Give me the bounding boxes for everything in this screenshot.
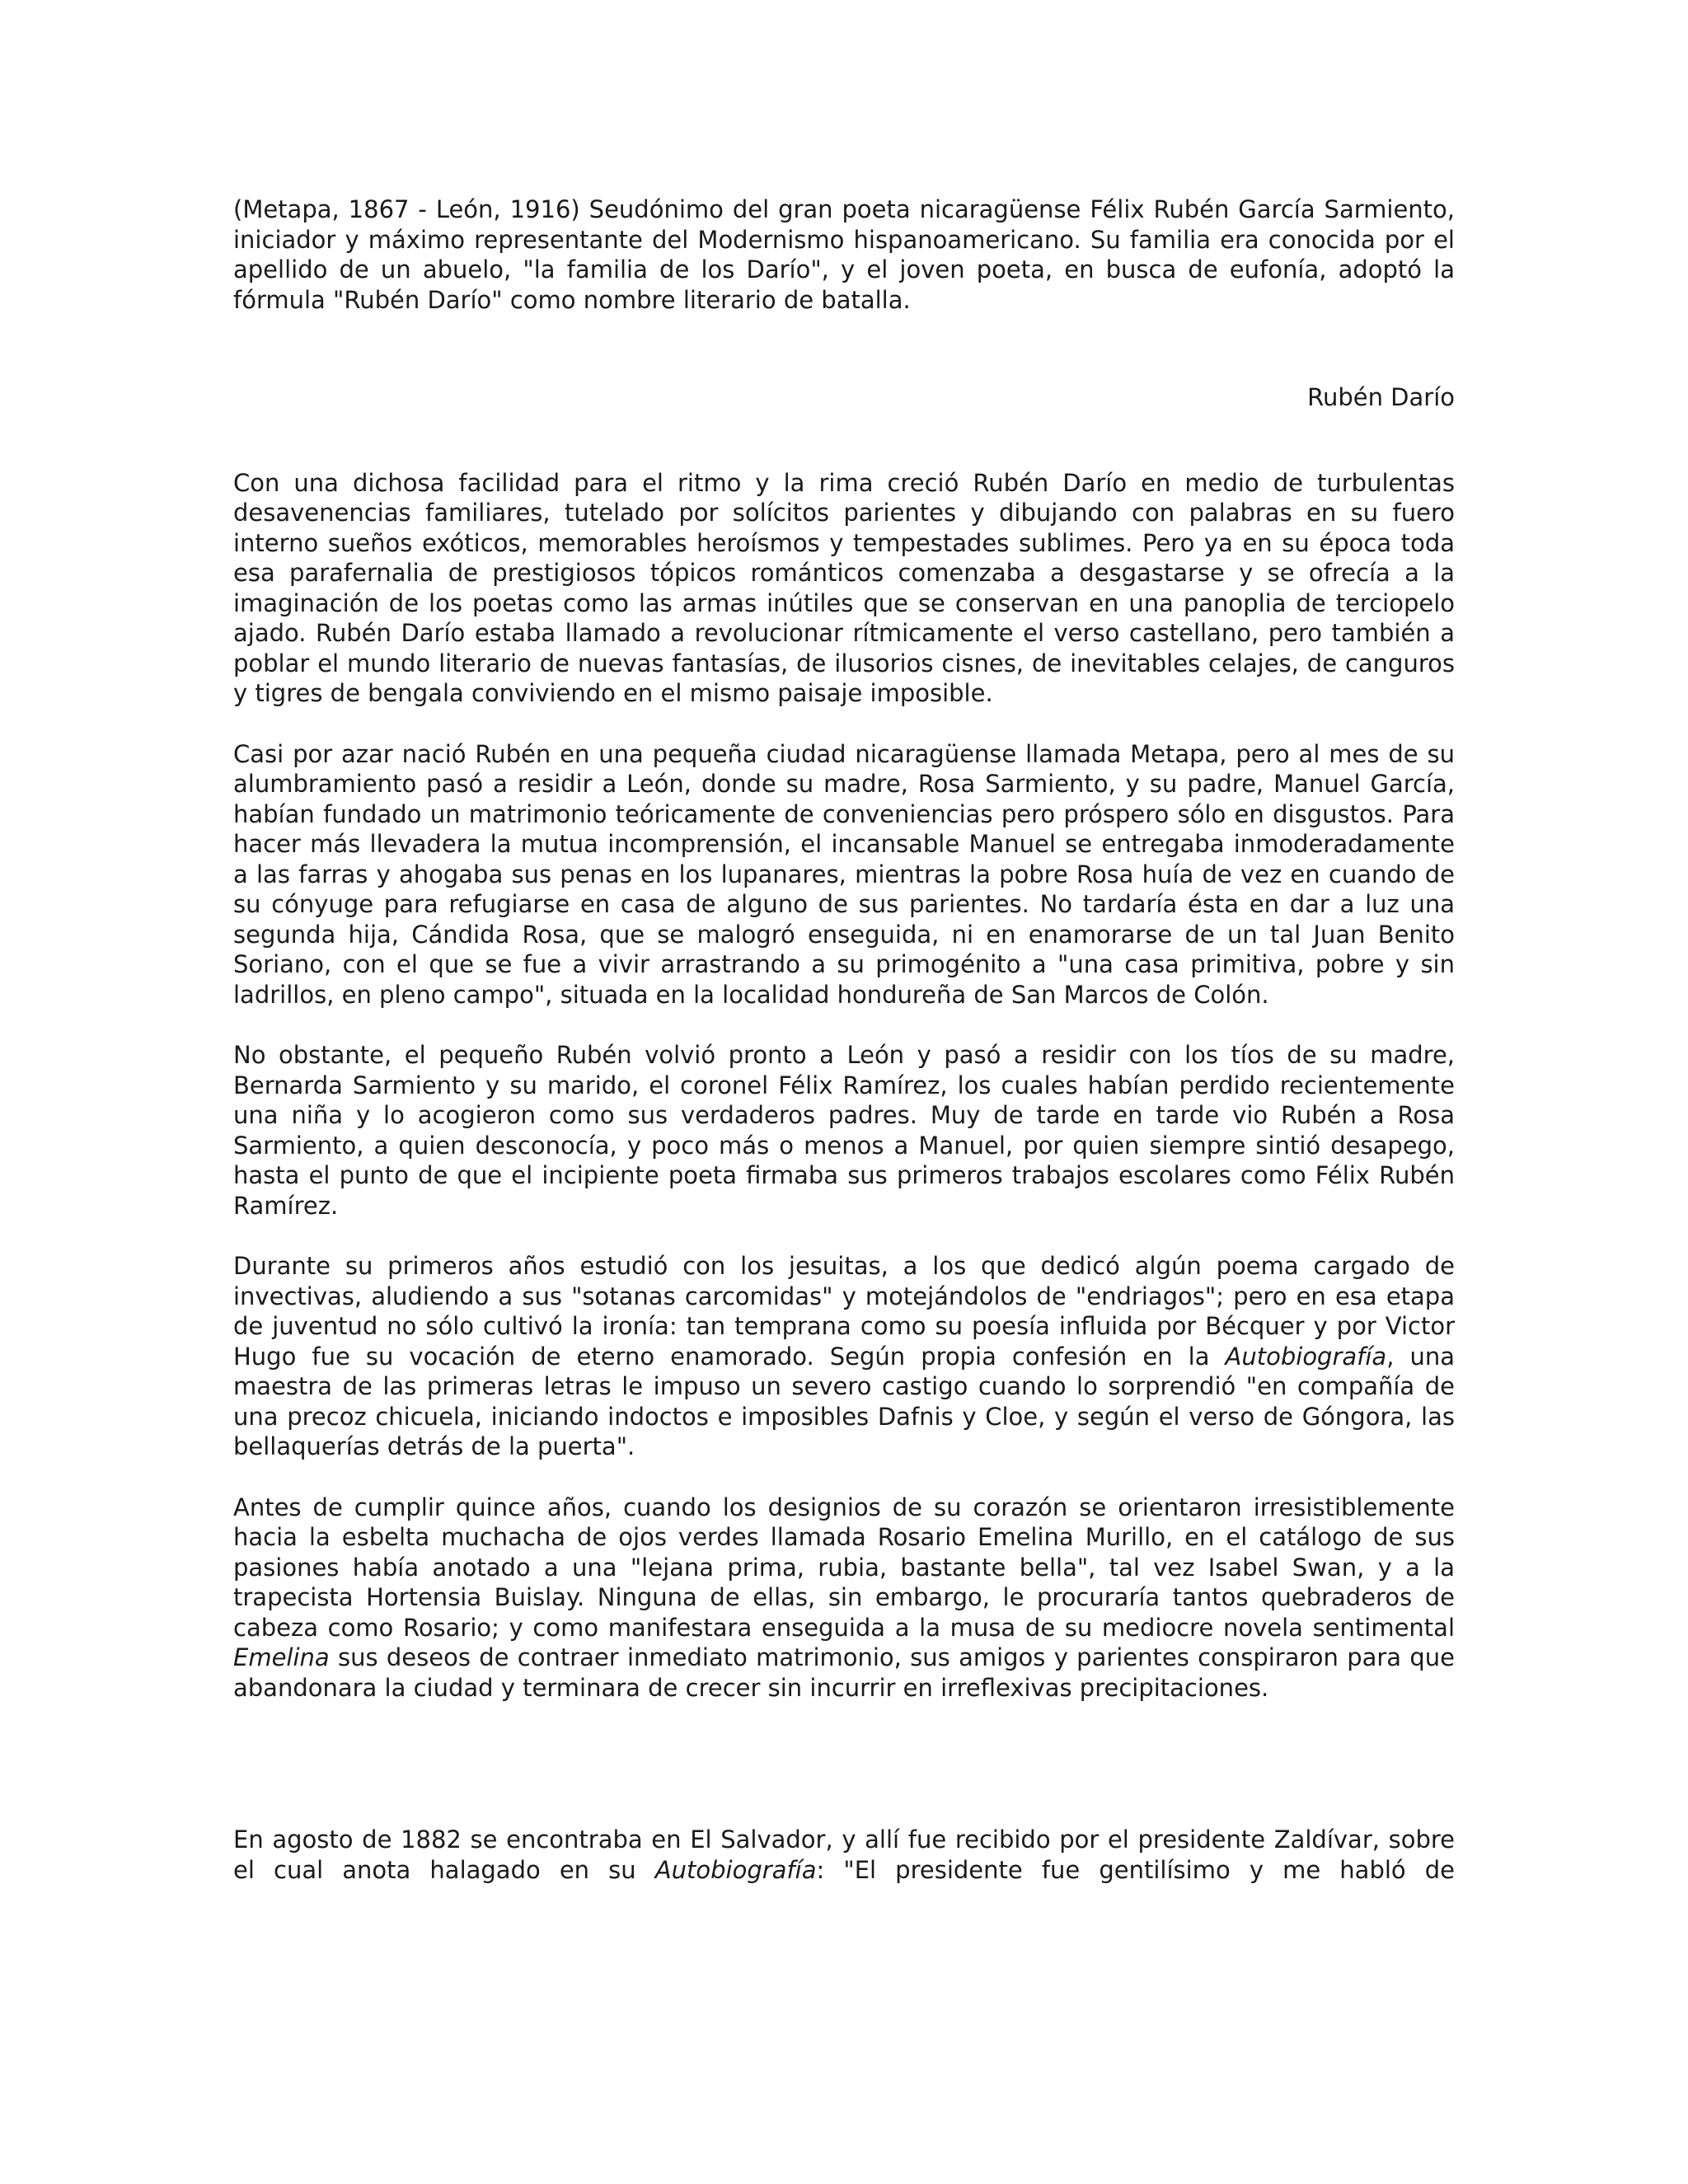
paragraph-1: Con una dichosa facilidad para el ritmo y la rima creció Rubén Darío en medio de turbulentas desavenencias familiares, tutelado por solícitos parientes y dibujando con palabras en su fuero interno sueños exóticos, memorables heroísmos y tempestades sublimes. Pero ya en su época toda esa parafernalia de prestigiosos tópicos románticos comenzaba a desgastarse y se ofrecía a la imaginación de los poetas como las armas inútiles que se conservan en una panoplia de terciopelo ajado. Rubén Darío estaba llamado a revolucionar rítmicamente el verso castellano, pero también a poblar el mundo literario de nuevas fantasías, de ilusorios cisnes, de inevitables celajes, de canguros y tigres de bengala conviviendo en el mismo paisaje imposible. [233,468,1455,707]
book-title-autobiografia: Autobiografía [1225,1342,1387,1371]
paragraph-2: Casi por azar nació Rubén en una pequeña ciudad nicaragüense llamada Metapa, pero al mes de su alumbramiento pasó a residir a León, donde su madre, Rosa Sarmiento, y su padre, Manuel García, habían fundado un matrimonio teóricamente de conveniencias pero próspero sólo en disgustos. Para hacer más llevadera la mutua incomprensión, el incansable Manuel se entregaba inmoderadamente a las farras y ahogaba sus penas en los lupanares, mientras la pobre Rosa huía de vez en cuando de su cónyuge para refugiarse en casa de alguno de sus parientes. No tardaría ésta en dar a luz una segunda hija, Cándida Rosa, que se malogró enseguida, ni en enamorarse de un tal Juan Benito Soriano, con el que se fue a vivir arrastrando a su primogénito a "una casa primitiva, pobre y sin ladrillos, en pleno campo", situada en la localidad hondureña de San Marcos de Colón. [233,739,1455,1009]
book-title-emelina: Emelina [233,1643,330,1671]
paragraph-4 [233,1251,1455,1462]
image-caption: Rubén Darío [1307,383,1455,411]
article-body [233,194,1455,1885]
paragraph-4-text-a: Durante su primeros años estudió con los jesuitas, a los que dedicó algún poema cargado de invectivas, aludiendo a sus "sotanas carcomidas" y motejándolos de "endriagos"; pero en esa etapa de juventud no sólo cultivó la ironía: tan temprana como su poesía influida por Bécquer y por Victor Hugo fue su vocación de eterno enamorado. Según propia confesión en la [233,1252,1455,1371]
paragraph-6-text-b: : "El presidente fue gentilísimo y me habló de [816,1855,1456,1884]
paragraph-5-text-b: sus deseos de contraer inmediato matrimonio, sus amigos y parientes conspiraron para que abandonara la ciudad y terminara de crecer sin incurrir en irreflexivas precipitaciones. [233,1643,1455,1702]
paragraph-5-text-a: Antes de cumplir quince años, cuando los designios de su corazón se orientaron irresistiblemente hacia la esbelta muchacha de ojos verdes llamada Rosario Emelina Murillo, en el catálogo de sus pasiones había anotado a una "lejana prima, rubia, bastante bella", tal vez Isabel Swan, y a la trapecista Hortensia Buislay. Ninguna de ellas, sin embargo, le procuraría tantos quebraderos de cabeza como Rosario; y como manifestara enseguida a la musa de su mediocre novela sentimental [233,1493,1455,1642]
intro-paragraph: (Metapa, 1867 - León, 1916) Seudónimo del gran poeta nicaragüense Félix Rubén García Sarmiento, iniciador y máximo representante del Modernismo hispanoamericano. Su familia era conocida por el apellido de un abuelo, "la familia de los Darío", y el joven poeta, en busca de eufonía, adoptó la fórmula "Rubén Darío" como nombre literario de batalla. [233,195,1455,314]
book-title-autobiografia-2: Autobiografía [654,1855,817,1884]
paragraph-3: No obstante, el pequeño Rubén volvió pronto a León y pasó a residir con los tíos de su madre, Bernarda Sarmiento y su marido, el coronel Félix Ramírez, los cuales habían perdido recientemente una niña y lo acogieron como sus verdaderos padres. Muy de tarde en tarde vio Rubén a Rosa Sarmiento, a quien desconocía, y poco más o menos a Manuel, por quien siempre sintió desapego, hasta el punto de que el incipiente poeta firmaba sus primeros trabajos escolares como Félix Rubén Ramírez. [233,1041,1455,1220]
paragraph-6 [233,1825,1455,1885]
paragraph-6-text-a: En agosto de 1882 se encontraba en El Salvador, y allí fue recibido por el presidente Zaldívar, sobre el cual anota halagado en su [233,1825,1455,1884]
paragraph-4-text-b: , una maestra de las primeras letras le impuso un severo castigo cuando lo sorprendió "en compañía de una precoz chicuela, iniciando indoctos e imposibles Dafnis y Cloe, y según el verso de Góngora, las bellaquerías detrás de la puerta". [233,1342,1456,1460]
paragraph-5 [233,1493,1455,1704]
